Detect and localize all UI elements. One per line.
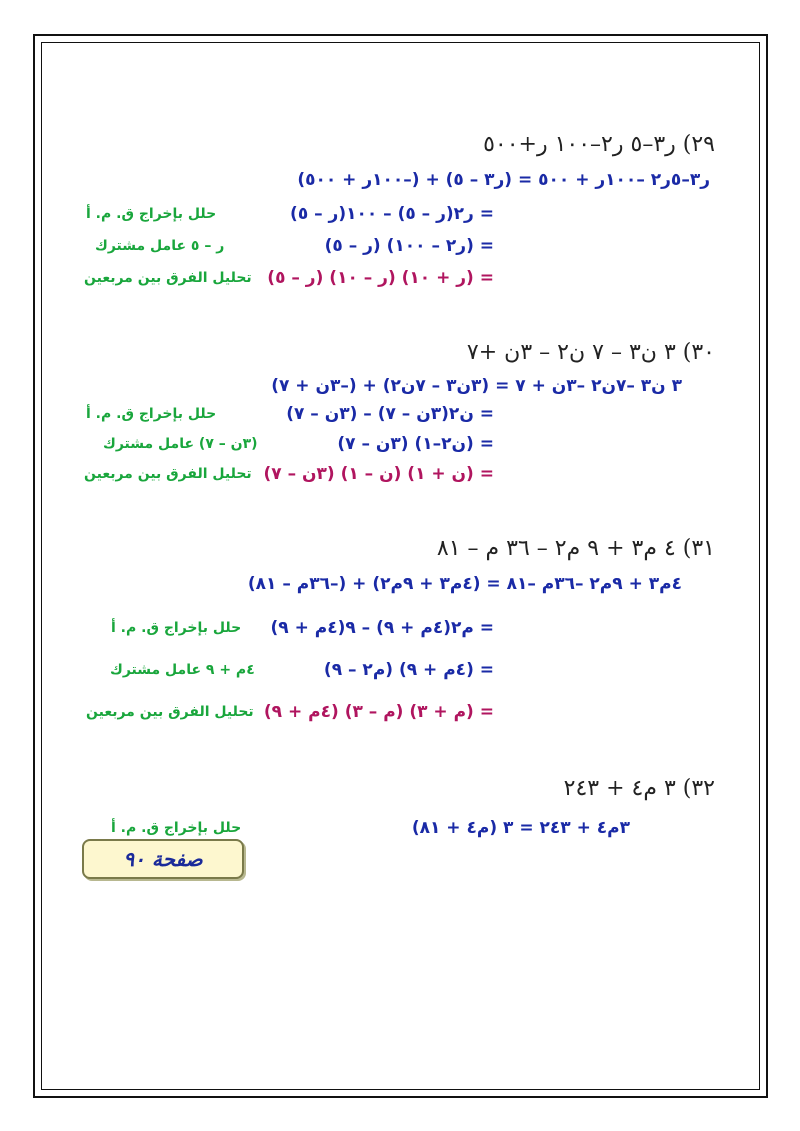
step-31-3: = (٤م + ٩) (م٢ – ٩) — [323, 660, 494, 680]
note-30-3: (٣ن – ٧) عامل مشترك — [103, 436, 258, 452]
note-29-4: تحليل الفرق بين مربعين — [84, 270, 252, 286]
step-30-2: = ن٢(٣ن – ٧) – (٣ن – ٧) — [286, 404, 494, 424]
note-31-3: ٤م + ٩ عامل مشترك — [110, 662, 255, 678]
step-29-4: = (ر + ١٠) (ر – ١٠) (ر – ٥) — [267, 268, 494, 288]
step-29-1: ر٣–٥ر٢ –١٠٠ر + ٥٠٠ = (ر٣ – ٥) + (–١٠٠ر + ٥٠٠) — [297, 170, 710, 190]
step-32-1: ٣م٤ + ٢٤٣ = ٣ (م٤ + ٨١) — [411, 818, 630, 838]
note-32-1: حلل بإخراج ق. م. أ — [111, 820, 242, 836]
step-30-3: = (ن٢–١) (٣ن – ٧) — [337, 434, 494, 454]
note-29-3: ر – ٥ عامل مشترك — [95, 238, 225, 254]
step-30-1: ٣ ن٣ –٧ن٢ –٣ن + ٧ = (٣ن٣ – ٧ن٢) + (–٣ن + ٧) — [271, 376, 682, 396]
question-31: ٣١) ٤ م٣ + ٩ م٢ – ٣٦ م – ٨١ — [436, 536, 715, 561]
question-30: ٣٠) ٣ ن٣ – ٧ ن٢ – ٣ن +٧ — [466, 340, 715, 365]
step-29-2: = ر٢(ر – ٥) – ١٠٠(ر – ٥) — [290, 204, 494, 224]
page-number-label: صفحة ٩٠ — [123, 847, 203, 871]
step-31-2: = م٢(٤م + ٩) – ٩(٤م + ٩) — [270, 618, 494, 638]
note-31-4: تحليل الفرق بين مربعين — [86, 704, 254, 720]
page-number-badge — [82, 839, 244, 879]
question-29: ٢٩) ر٣–٥ ر٢–١٠٠ ر+٥٠٠ — [483, 132, 715, 157]
note-31-2: حلل بإخراج ق. م. أ — [111, 620, 242, 636]
step-30-4: = (ن + ١) (ن – ١) (٣ن – ٧) — [263, 464, 494, 484]
inner-border — [41, 42, 760, 1090]
note-30-2: حلل بإخراج ق. م. أ — [86, 406, 217, 422]
step-31-1: ٤م٣ + ٩م٢ –٣٦م –٨١ = (٤م٣ + ٩م٢) + (–٣٦م – ٨١) — [247, 574, 682, 594]
question-32: ٣٢) ٣ م٤ + ٢٤٣ — [563, 776, 715, 801]
note-29-2: حلل بإخراج ق. م. أ — [86, 206, 217, 222]
step-31-4: = (م + ٣) (م – ٣) (٤م + ٩) — [263, 702, 494, 722]
step-29-3: = (ر٢ – ١٠٠) (ر – ٥) — [324, 236, 494, 256]
note-30-4: تحليل الفرق بين مربعين — [84, 466, 252, 482]
